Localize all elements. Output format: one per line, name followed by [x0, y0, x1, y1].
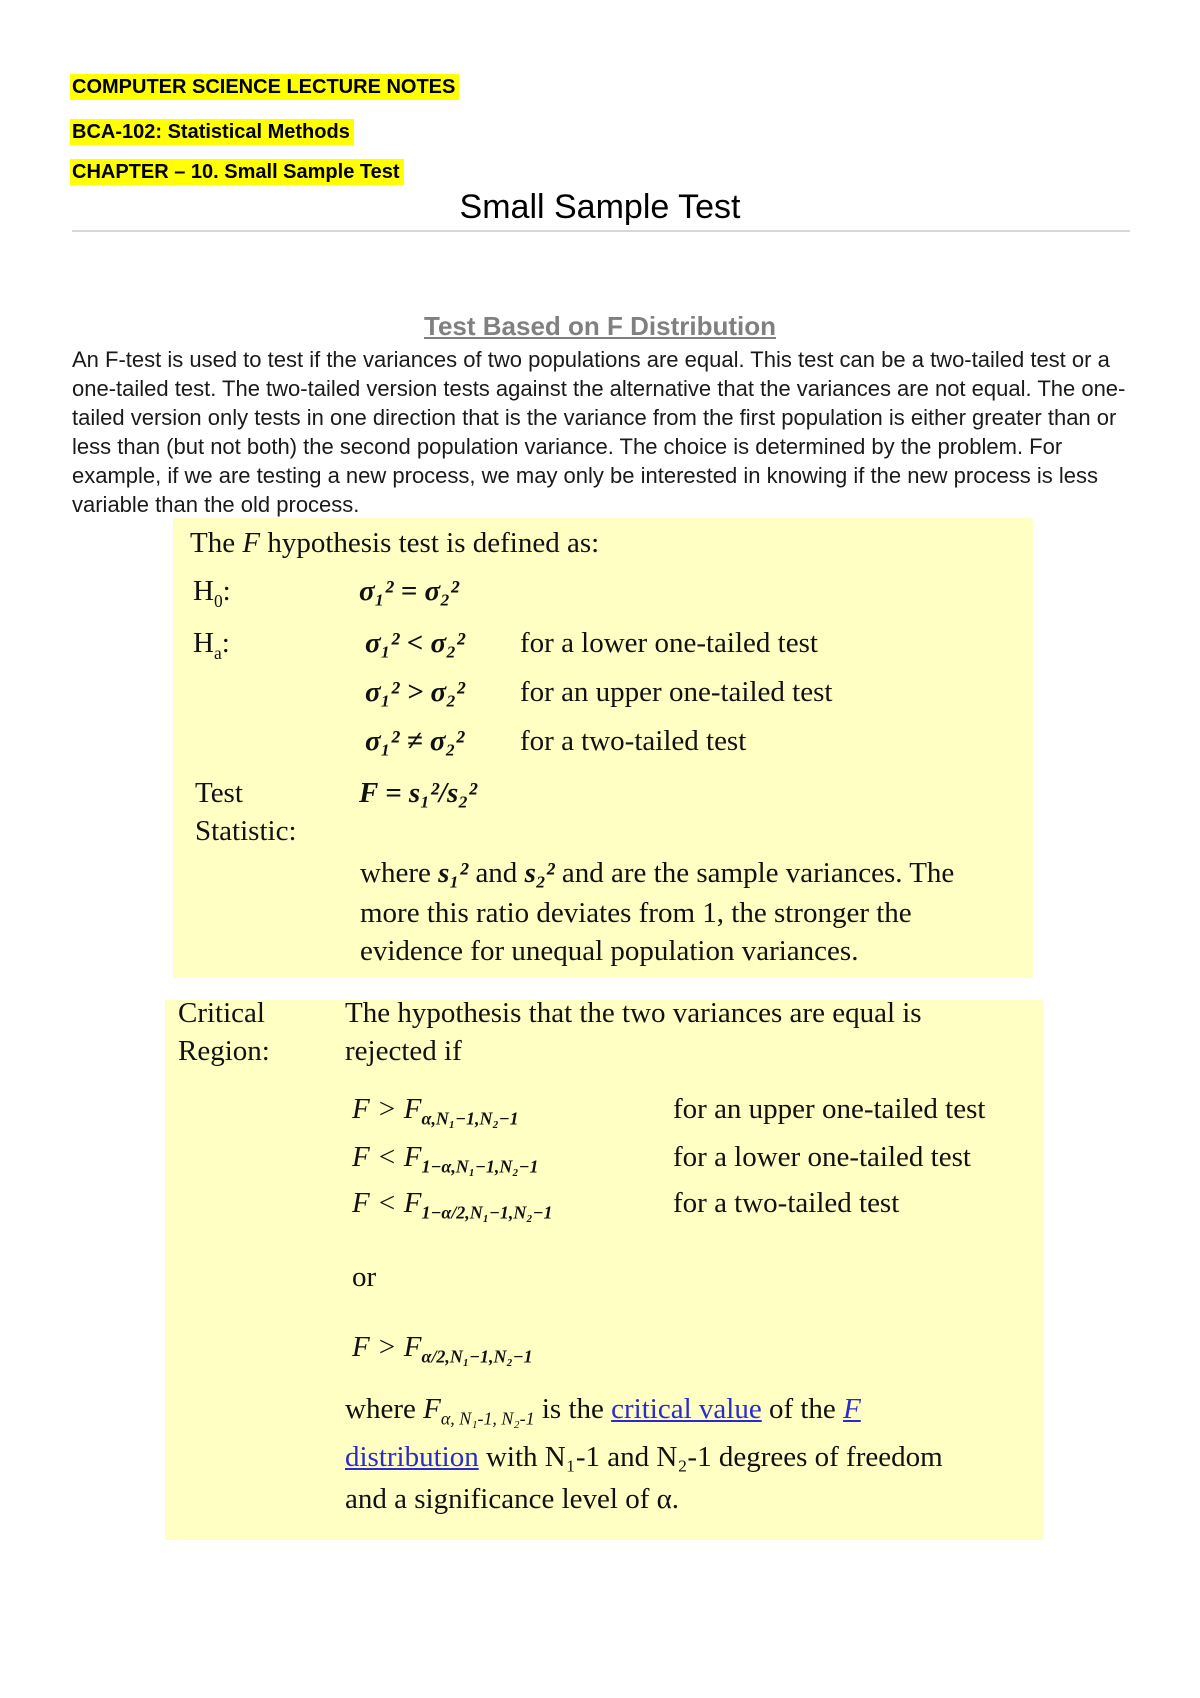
ha-formula-lower: σ₁² < σ₂² [365, 627, 465, 659]
ha-desc-lower: for a lower one-tailed test [520, 627, 818, 659]
rejection-formula-lower: $F < F_{1-\alpha,N_1-1,N_2-1}$ [352, 1141, 539, 1177]
distribution-link[interactable]: distribution [345, 1441, 479, 1473]
hypothesis-box [173, 518, 1033, 978]
rejection-desc-two: for a two-tailed test [673, 1187, 900, 1219]
f-link[interactable]: F [843, 1393, 861, 1425]
ha-desc-two: for a two-tailed test [520, 725, 747, 757]
variance-note-line1: where s₁² and s₂² and are the sample variances. The [360, 857, 955, 889]
ha-formula-two: σ₁² ≠ σ₂² [365, 725, 465, 757]
ha-label: $H_a$: [193, 627, 230, 663]
header-chapter: CHAPTER – 10. Small Sample Test [70, 159, 404, 185]
rejection-desc-upper: for an upper one-tailed test [673, 1093, 986, 1125]
ha-formula-upper: σ₁² > σ₂² [365, 676, 465, 708]
or-text: or [352, 1261, 377, 1293]
variance-note-line3: evidence for unequal population variances. [360, 935, 859, 967]
critical-region-text-2: rejected if [345, 1035, 462, 1067]
title-divider [72, 230, 1130, 232]
intro-paragraph: An F-test is used to test if the variances of two populations are equal. This test can be a two-tailed test or a one-tailed test. The two-tailed version tests against the alternative that the variances are not equal. The one-tailed version only tests in one direction that is the variance from the first population is either greater than or less than (but not both) the second population variance. The choice is determined by the problem. For example, if we are testing a new process, we may only be interested in knowing if the new process is less variable than the old process. [72, 347, 1126, 517]
rejection-formula-upper: $F > F_{\alpha,N_1-1,N_2-1}$ [352, 1093, 519, 1129]
test-statistic-label-2: Statistic: [195, 815, 297, 847]
section-heading: Test Based on F Distribution [424, 311, 776, 341]
test-statistic-formula: F = s₁²/s₂² [359, 777, 478, 809]
critical-region-label-1: Critical [178, 997, 265, 1029]
critical-value-note-line3: and a significance level of α. [345, 1483, 680, 1515]
test-statistic-label-1: Test [195, 777, 243, 809]
header-course-notes: COMPUTER SCIENCE LECTURE NOTES [70, 74, 459, 100]
rejection-desc-lower: for a lower one-tailed test [673, 1141, 971, 1173]
page-title: Small Sample Test [459, 188, 741, 226]
h0-formula: σ₁² = σ₂² [359, 575, 459, 607]
critical-value-link[interactable]: critical value [611, 1393, 762, 1425]
critical-region-box [165, 997, 1043, 1540]
ha-desc-upper: for an upper one-tailed test [520, 676, 833, 708]
variance-note-line2: more this ratio deviates from 1, the stronger the [360, 897, 912, 929]
h0-label: $H_0$: [193, 575, 231, 611]
rejection-formula-two: $F < F_{1-\alpha/2,N_1-1,N_2-1}$ [352, 1187, 553, 1223]
critical-value-note-line1: where $F_{\alpha, N_1-1, N_2-1}$ is the critical value of the F [345, 1393, 861, 1429]
rejection-formula-alt: $F > F_{\alpha/2,N_1-1,N_2-1}$ [352, 1331, 533, 1367]
critical-region-text-1: The hypothesis that the two variances are equal is [345, 997, 922, 1029]
hypothesis-intro: The F hypothesis test is defined as: [190, 527, 600, 559]
header-course-code: BCA-102: Statistical Methods [70, 119, 354, 145]
critical-region-label-2: Region: [178, 1035, 270, 1067]
critical-value-note-line2: distribution with N₁-1 and N₂-1 degrees of freedom [345, 1441, 943, 1473]
